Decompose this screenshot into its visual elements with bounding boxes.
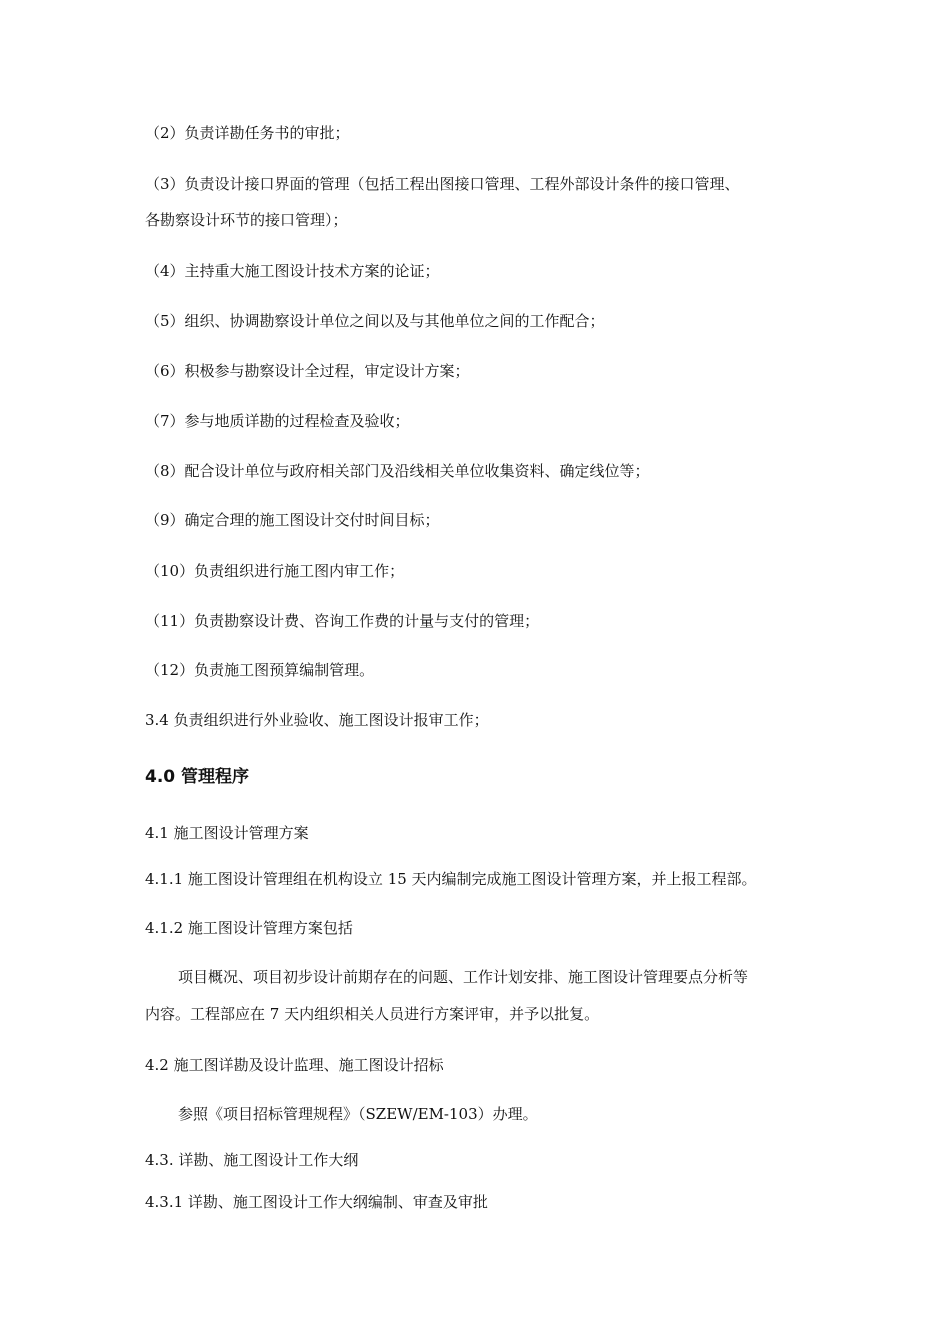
list-item: （7）参与地质详勘的过程检查及验收；: [145, 412, 410, 430]
section-heading-4-0: 4.0 管理程序: [145, 767, 250, 787]
list-item: （2）负责详勘任务书的审批；: [145, 124, 350, 142]
list-item: （8）配合设计单位与政府相关部门及沿线相关单位收集资料、确定线位等；: [145, 462, 650, 480]
section-3-4: 3.4 负责组织进行外业验收、施工图设计报审工作；: [145, 711, 489, 729]
section-4-2-body: 参照《项目招标管理规程》（SZEW/EM-103）办理。: [178, 1105, 538, 1123]
list-item-continuation: 各勘察设计环节的接口管理）；: [145, 211, 348, 229]
section-4-1-2-body-line2: 内容。工程部应在 7 天内组织相关人员进行方案评审，并予以批复。: [145, 1005, 600, 1023]
section-4-3-1-title: 4.3.1 详勘、施工图设计工作大纲编制、审查及审批: [145, 1193, 488, 1211]
section-4-1-2-title: 4.1.2 施工图设计管理方案包括: [145, 919, 353, 937]
list-item: （12）负责施工图预算编制管理。: [145, 661, 375, 679]
list-item: （4）主持重大施工图设计技术方案的论证；: [145, 262, 440, 280]
list-item: （6）积极参与勘察设计全过程，审定设计方案；: [145, 362, 470, 380]
section-4-2-title: 4.2 施工图详勘及设计监理、施工图设计招标: [145, 1056, 444, 1074]
section-4-1-2-body-line1: 项目概况、项目初步设计前期存在的问题、工作计划安排、施工图设计管理要点分析等: [178, 968, 749, 986]
list-item: （9）确定合理的施工图设计交付时间目标；: [145, 511, 440, 529]
list-item: （10）负责组织进行施工图内审工作；: [145, 562, 405, 580]
section-4-1-1: 4.1.1 施工图设计管理组在机构设立 15 天内编制完成施工图设计管理方案，并上报工程部。: [145, 870, 757, 888]
list-item: （11）负责勘察设计费、咨询工作费的计量与支付的管理；: [145, 612, 540, 630]
list-item: （5）组织、协调勘察设计单位之间以及与其他单位之间的工作配合；: [145, 312, 605, 330]
section-4-3-title: 4.3. 详勘、施工图设计工作大纲: [145, 1151, 359, 1169]
list-item: （3）负责设计接口界面的管理（包括工程出图接口管理、工程外部设计条件的接口管理、: [145, 175, 740, 193]
section-4-1-title: 4.1 施工图设计管理方案: [145, 824, 309, 842]
